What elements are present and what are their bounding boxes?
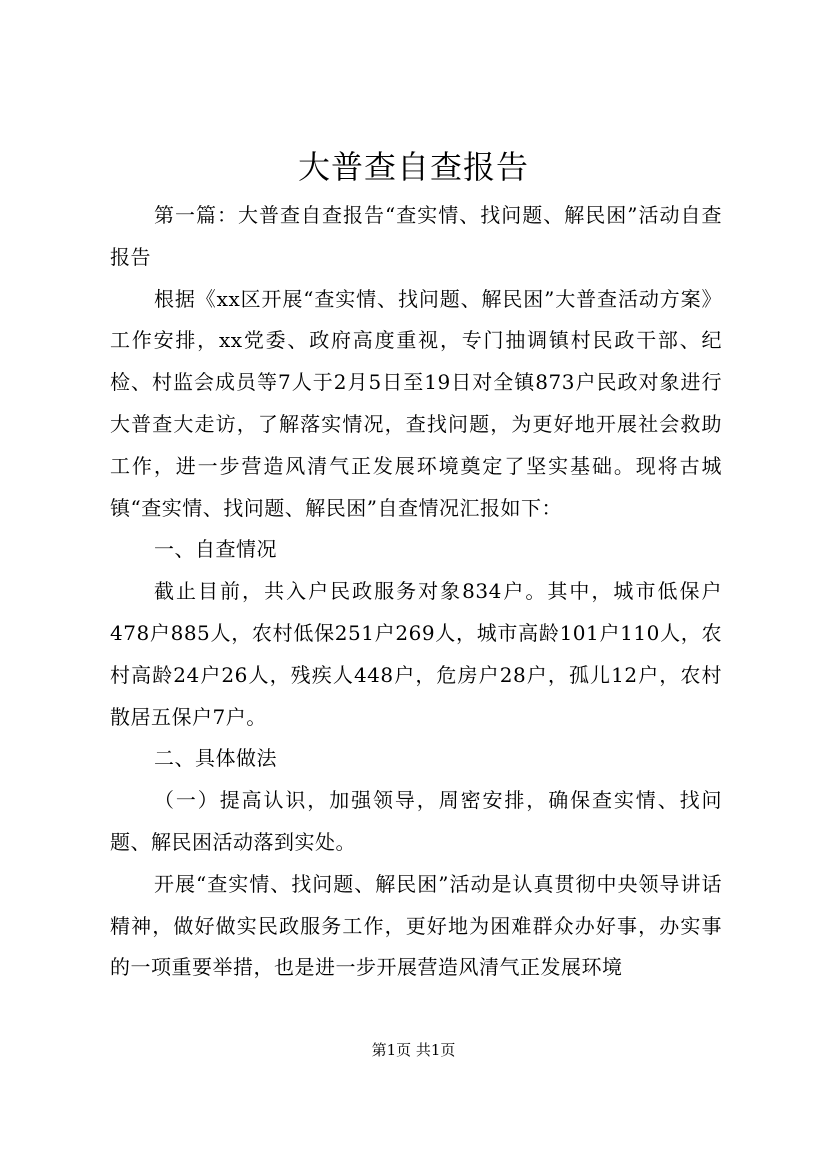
document-title: 大普查自查报告 <box>297 148 529 186</box>
subsection-heading-1: （一）提高认识，加强领导，周密安排，确保查实情、找问题、解民困活动落到实处。 <box>110 788 722 854</box>
section-heading-1: 一、自查情况 <box>154 537 277 562</box>
paragraph-3: 截止目前，共入户民政服务对象834户。其中，城市低保户478户885人，农村低保251户269人，城市高龄101户110人，农村高龄24户26人，残疾人448户，危房户28户，孤儿12户，农村散居五保户7户。 <box>110 579 722 729</box>
paragraph-2: 根据《xx区开展“查实情、找问题、解民困”大普查活动方案》工作安排，xx党委、政府高度重视，专门抽调镇村民政干部、纪检、村监会成员等7人于2月5日至19日对全镇873户民政对象进行大普查大走访，了解落实情况，查找问题，为更好地开展社会救助工作，进一步营造风清气正发展环境奠定了坚实基础。现将古城镇“查实情、找问题、解民困”自查情况汇报如下： <box>110 286 722 520</box>
section-heading-2: 二、具体做法 <box>154 746 277 771</box>
paragraph-4: 开展“查实情、找问题、解民困”活动是认真贯彻中央领导讲话精神，做好做实民政服务工作，更好地为困难群众办好事，办实事的一项重要举措，也是进一步开展营造风清气正发展环境 <box>110 871 722 980</box>
page-footer: 第1页 共1页 <box>371 1041 456 1059</box>
paragraph-1: 第一篇：大普查自查报告“查实情、找问题、解民困”活动自查报告 <box>110 203 722 269</box>
document-body <box>110 195 722 989</box>
